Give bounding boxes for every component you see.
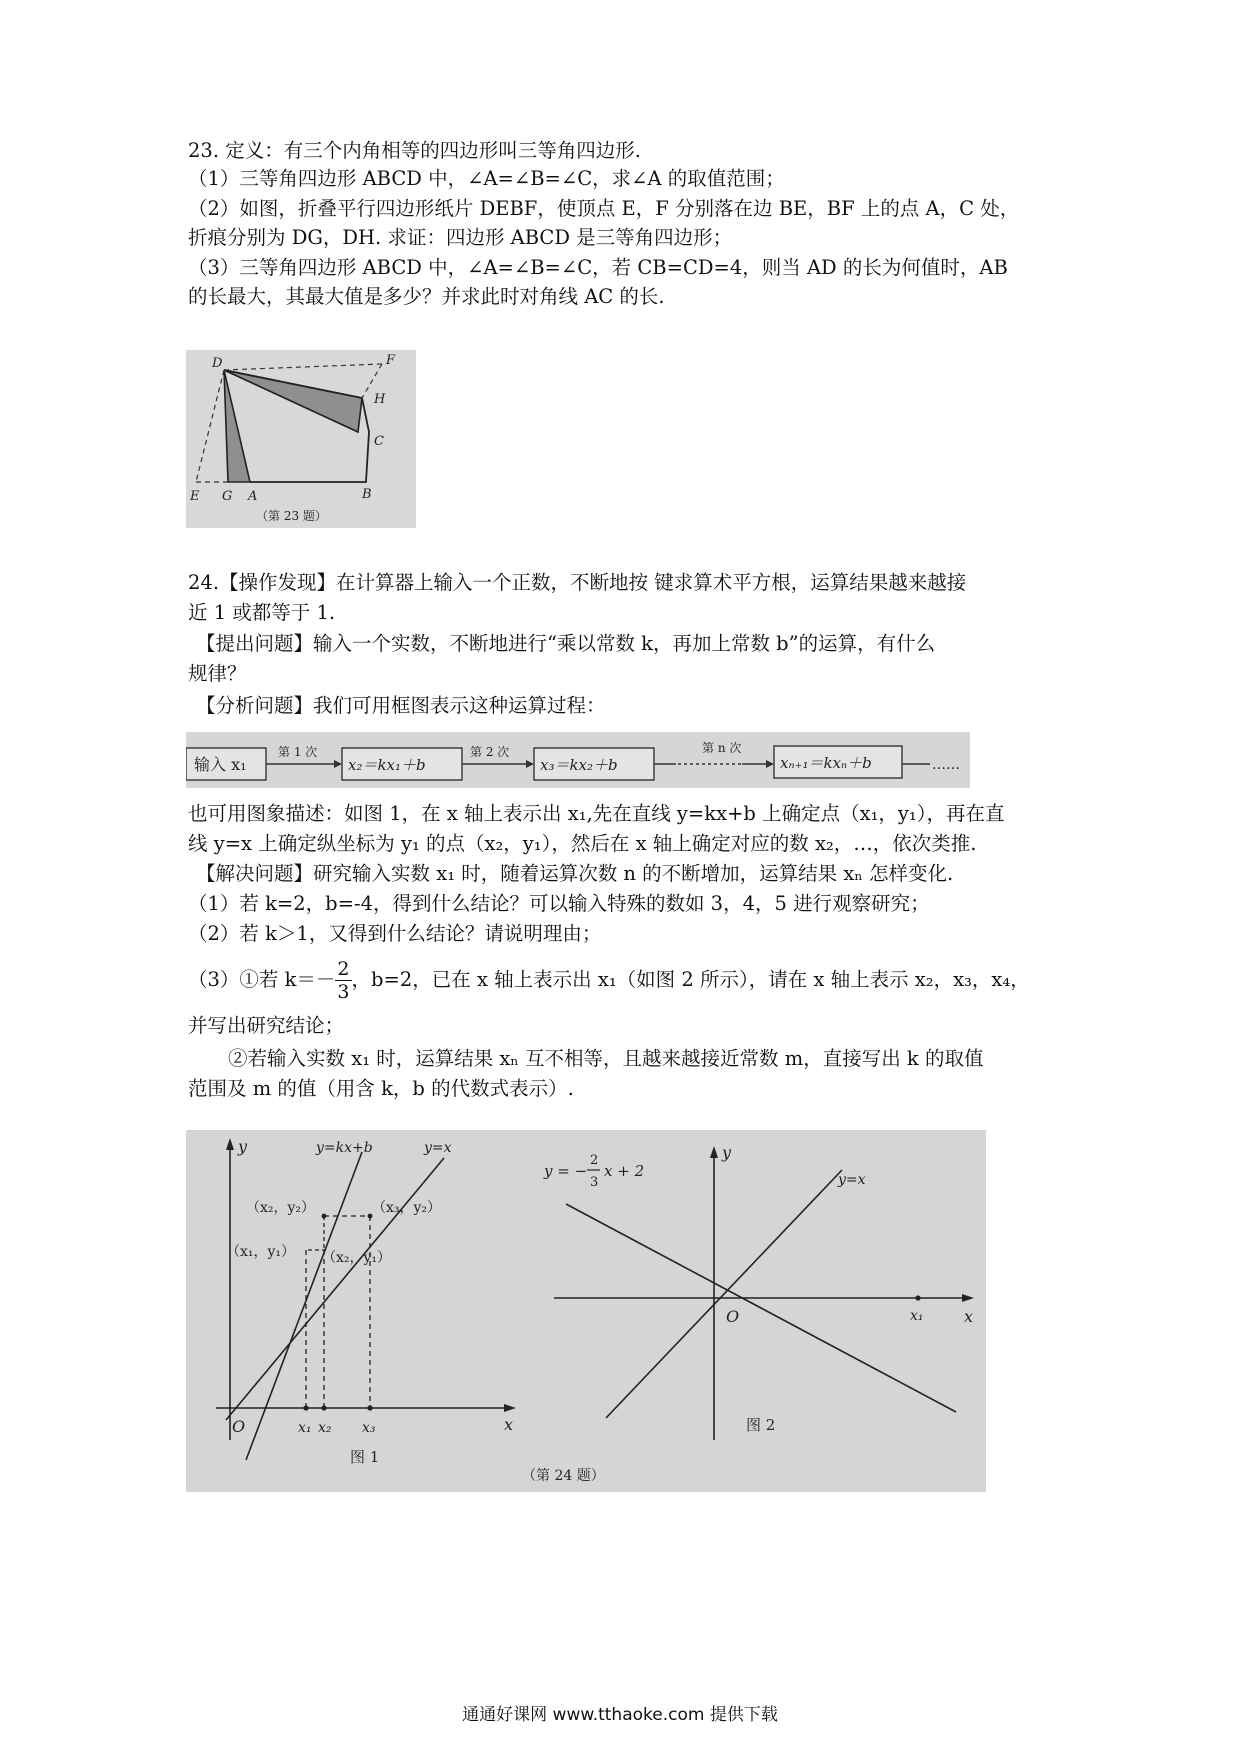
q23-label-H: H [374, 392, 386, 407]
fig2-y-axis-label: y [722, 1143, 732, 1162]
flow-step1: 第 1 次 [278, 745, 318, 759]
q24-part3-1-suffix: ，b=2，已在 x 轴上表示出 x₁（如图 2 所示），请在 x 轴上表示 x₂，x₃，x₄， [351, 968, 1030, 991]
fig1-tick-x2: x₂ [318, 1420, 332, 1436]
fig1-caption: 图 1 [350, 1448, 380, 1466]
fig2-eq-right: x + 2 [604, 1162, 645, 1180]
q24-flowchart [186, 732, 970, 788]
flow-box2: x₃＝kx₂＋b [540, 756, 618, 774]
flow-step2: 第 2 次 [470, 745, 510, 759]
q24-question: 【提出问题】输入一个实数，不断地进行“乘以常数 k，再加上常数 b”的运算，有什么 [196, 632, 936, 655]
fig1-y-axis-label: y [238, 1137, 248, 1156]
flow-input: 输入 x₁ [194, 755, 247, 774]
q24-graph-desc: 也可用图象描述：如图 1，在 x 轴上表示出 x₁,先在直线 y=kx+b 上确定点（x₁，y₁），再在直 [188, 802, 1005, 825]
q24-discovery-cont: 近 1 或都等于 1. [188, 601, 336, 624]
flow-tail: …… [932, 757, 960, 773]
fig1-x-axis-label: x [504, 1415, 514, 1434]
q23-label-G: G [222, 489, 233, 504]
fraction-numerator: 2 [337, 958, 350, 980]
fig1-point-x1y1: （x₁，y₁） [226, 1244, 296, 1260]
q24-figure [186, 1130, 986, 1492]
fig1-point-x2y2: （x₂，y₂） [246, 1200, 316, 1216]
q24-part3-1-cont: 并写出研究结论； [188, 1014, 345, 1037]
fig2-caption: 图 2 [746, 1416, 776, 1434]
q24-discovery: 24.【操作发现】在计算器上输入一个正数，不断地按 键求算术平方根，运算结果越来越接 [188, 571, 967, 594]
q24-part3-1 [188, 952, 1068, 1008]
fig1-point-x2y1: （x₂，y₁） [322, 1250, 392, 1266]
fraction-neg-two-thirds [335, 958, 351, 1003]
q23-label-D: D [212, 356, 223, 371]
q23-label-F: F [386, 353, 396, 368]
fig1-line-kxb-label: y=kx+b [316, 1140, 373, 1156]
fig2-line-yx-label: y=x [838, 1172, 866, 1188]
fig1-origin: O [232, 1417, 246, 1436]
q23-label-C: C [374, 434, 384, 449]
q24-part3-2-cont: 范围及 m 的值（用含 k，b 的代数式表示）. [188, 1077, 574, 1100]
q24-question-cont: 规律？ [188, 662, 247, 685]
flow-box1: x₂＝kx₁＋b [348, 756, 426, 774]
q23-caption: （第 23 题） [256, 509, 327, 523]
q23-figure [186, 350, 416, 528]
q23-label-E: E [190, 489, 200, 504]
fig1-tick-x3: x₃ [362, 1420, 376, 1436]
q24-figure-caption: （第 24 题） [522, 1468, 605, 1484]
fig2-eq-num: 2 [590, 1153, 599, 1168]
fig1-line-yx-label: y=x [424, 1140, 452, 1156]
fig2-origin: O [726, 1307, 740, 1326]
flow-stepn: 第 n 次 [702, 741, 742, 755]
q24-part3-2: ②若输入实数 x₁ 时，运算结果 xₙ 互不相等，且越来越接近常数 m，直接写出 k 的取值 [228, 1047, 984, 1070]
q24-part1: （1）若 k=2，b=-4，得到什么结论？可以输入特殊的数如 3，4，5 进行观察研究； [188, 892, 930, 915]
q23-definition: 23. 定义：有三个内角相等的四边形叫三等角四边形. [188, 139, 641, 162]
q24-analysis: 【分析问题】我们可用框图表示这种运算过程： [196, 694, 606, 717]
q23-part2-cont: 折痕分别为 DG，DH. 求证：四边形 ABCD 是三等角四边形； [188, 226, 733, 249]
q23-label-A: A [248, 489, 258, 504]
fig2-eq-den: 3 [590, 1175, 599, 1190]
fraction-denominator: 3 [337, 981, 350, 1003]
q23-part1: （1）三等角四边形 ABCD 中，∠A=∠B=∠C，求∠A 的取值范围； [188, 167, 785, 190]
q23-part3-cont: 的长最大，其最大值是多少？并求此时对角线 AC 的长. [188, 285, 665, 308]
q24-part2: （2）若 k＞1，又得到什么结论？请说明理由； [188, 922, 602, 945]
fig1-point-x3y2: （x₃，y₂） [372, 1200, 442, 1216]
fig1-tick-x1: x₁ [298, 1420, 312, 1436]
fig2-x-axis-label: x [964, 1307, 974, 1326]
q24-solve: 【解决问题】研究输入实数 x₁ 时，随着运算次数 n 的不断增加，运算结果 xₙ 怎样变化. [196, 862, 954, 885]
page-footer: 通通好课网 www.tthaoke.com 提供下载 [462, 1705, 778, 1725]
flow-boxn: xₙ₊₁＝kxₙ＋b [780, 754, 872, 772]
q23-part3: （3）三等角四边形 ABCD 中，∠A=∠B=∠C，若 CB=CD=4，则当 AD 的长为何值时，AB [188, 256, 1008, 279]
q24-part3-1-prefix: （3）①若 k＝－ [188, 968, 336, 991]
q24-graph-desc-cont: 线 y=x 上确定纵坐标为 y₁ 的点（x₂，y₁），然后在 x 轴上确定对应的数 x₂，…，依次类推. [188, 832, 977, 855]
q23-part2: （2）如图，折叠平行四边形纸片 DEBF，使顶点 E，F 分别落在边 BE，BF 上的点 A，C 处， [188, 197, 1020, 220]
fig2-tick-x1: x₁ [910, 1308, 924, 1324]
fig2-eq-left: y = − [544, 1162, 588, 1180]
q23-label-B: B [362, 487, 372, 502]
